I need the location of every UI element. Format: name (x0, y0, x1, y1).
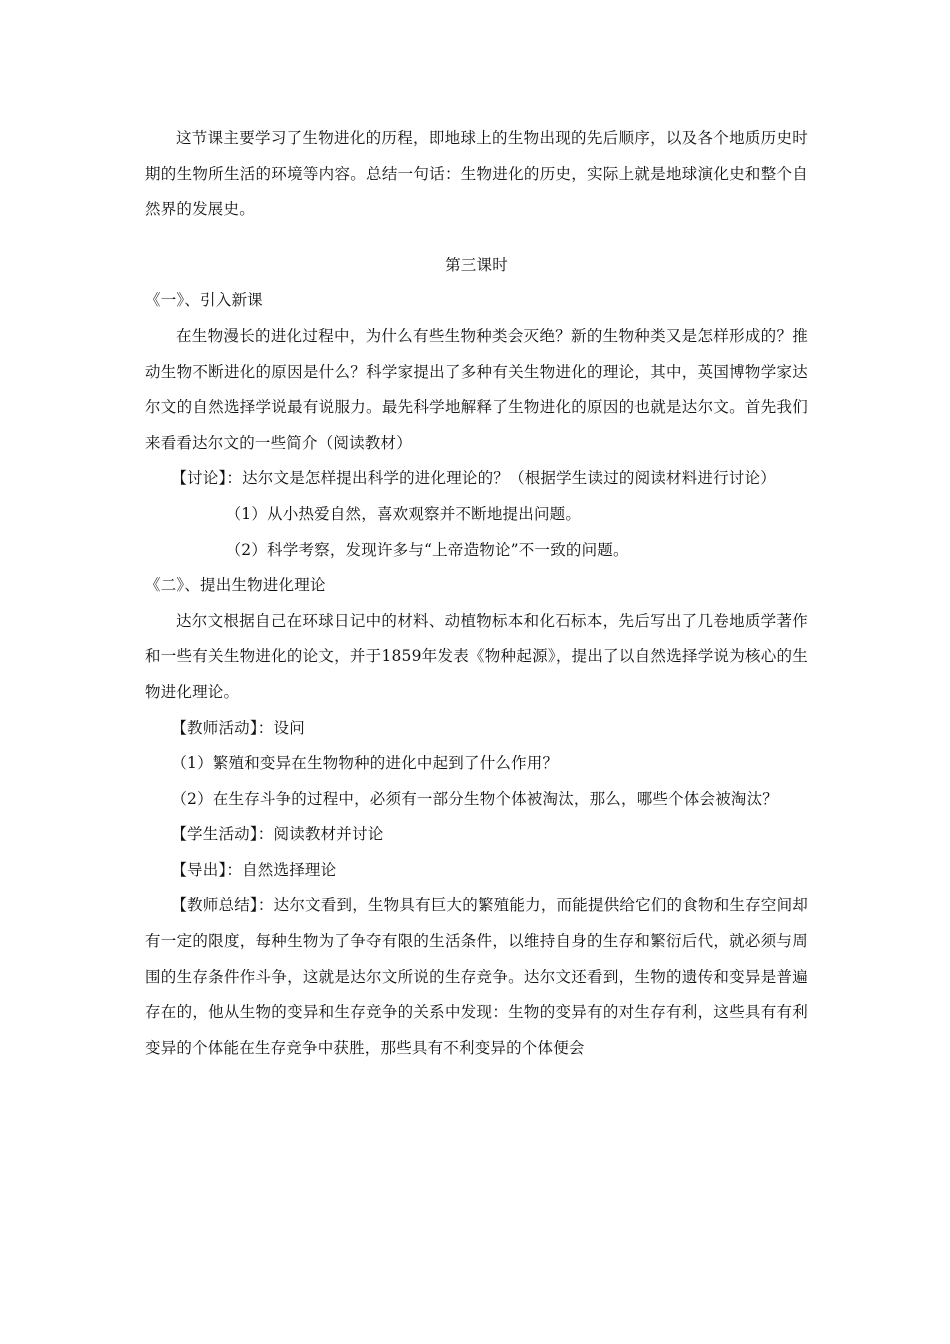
discussion-item-2: （2）科学考察，发现许多与“上帝造物论”不一致的问题。 (225, 540, 629, 559)
question-2: （2）在生存斗争的过程中，必须有一部分生物个体被淘汰，那么，哪些个体会被淘汰？ (171, 789, 779, 808)
summary-paragraph: 这节课主要学习了生物进化的历程，即地球上的生物出现的先后顺序，以及各个地质历史时期的生物所生活的环境等内容。总结一句话：生物进化的历史，实际上就是地球演化史和整个自然界的发展史。 (145, 129, 808, 219)
lesson-title: 第三课时 (445, 255, 508, 274)
lead-out: 【导出】：自然选择理论 (171, 860, 337, 879)
teacher-activity: 【教师活动】：设问 (171, 718, 305, 737)
intro-paragraph: 在生物漫长的进化过程中，为什么有些生物种类会灭绝？新的生物种类又是怎样形成的？推动生物不断进化的原因是什么？科学家提出了多种有关生物进化的理论，其中，英国博物学家达尔文的自然选择学说最有说服力。最先科学地解释了生物进化的原因的也就是达尔文。首先我们来看看达尔文的一些简介（阅读教材） (145, 326, 808, 452)
document-body (145, 121, 808, 1066)
discussion-paragraph: 【讨论】：达尔文是怎样提出科学的进化理论的？（根据学生读过的阅读材料进行讨论） (171, 469, 776, 488)
teacher-summary-paragraph: 【教师总结】：达尔文看到，生物具有巨大的繁殖能力，而能提供给它们的食物和生存空间却有一定的限度，每种生物为了争夺有限的生活条件，以维持自身的生存和繁衍后代，就必须与周围的生存条件作斗争，这就是达尔文所说的生存竞争。达尔文还看到，生物的遗传和变异是普遍存在的，他从生物的变异和生存竞争的关系中发现：生物的变异有的对生存有利，这些具有有利变异的个体能在生存竞争中获胜，那些具有不利变异的个体便会 (145, 896, 808, 1057)
discussion-item-1: （1）从小热爱自然，喜欢观察并不断地提出问题。 (225, 504, 582, 523)
theory-paragraph: 达尔文根据自己在环球日记中的材料、动植物标本和化石标本，先后写出了几卷地质学著作和一些有关生物进化的论文，并于1859年发表《物种起源》，提出了以自然选择学说为核心的生物进化理论。 (145, 611, 808, 701)
section-heading-theory: 《二》、提出生物进化理论 (145, 576, 326, 595)
student-activity: 【学生活动】：阅读教材并讨论 (171, 825, 384, 844)
question-1: （1）繁殖和变异在生物物种的进化中起到了什么作用？ (171, 754, 559, 773)
section-heading-intro: 《一》、引入新课 (145, 291, 263, 310)
